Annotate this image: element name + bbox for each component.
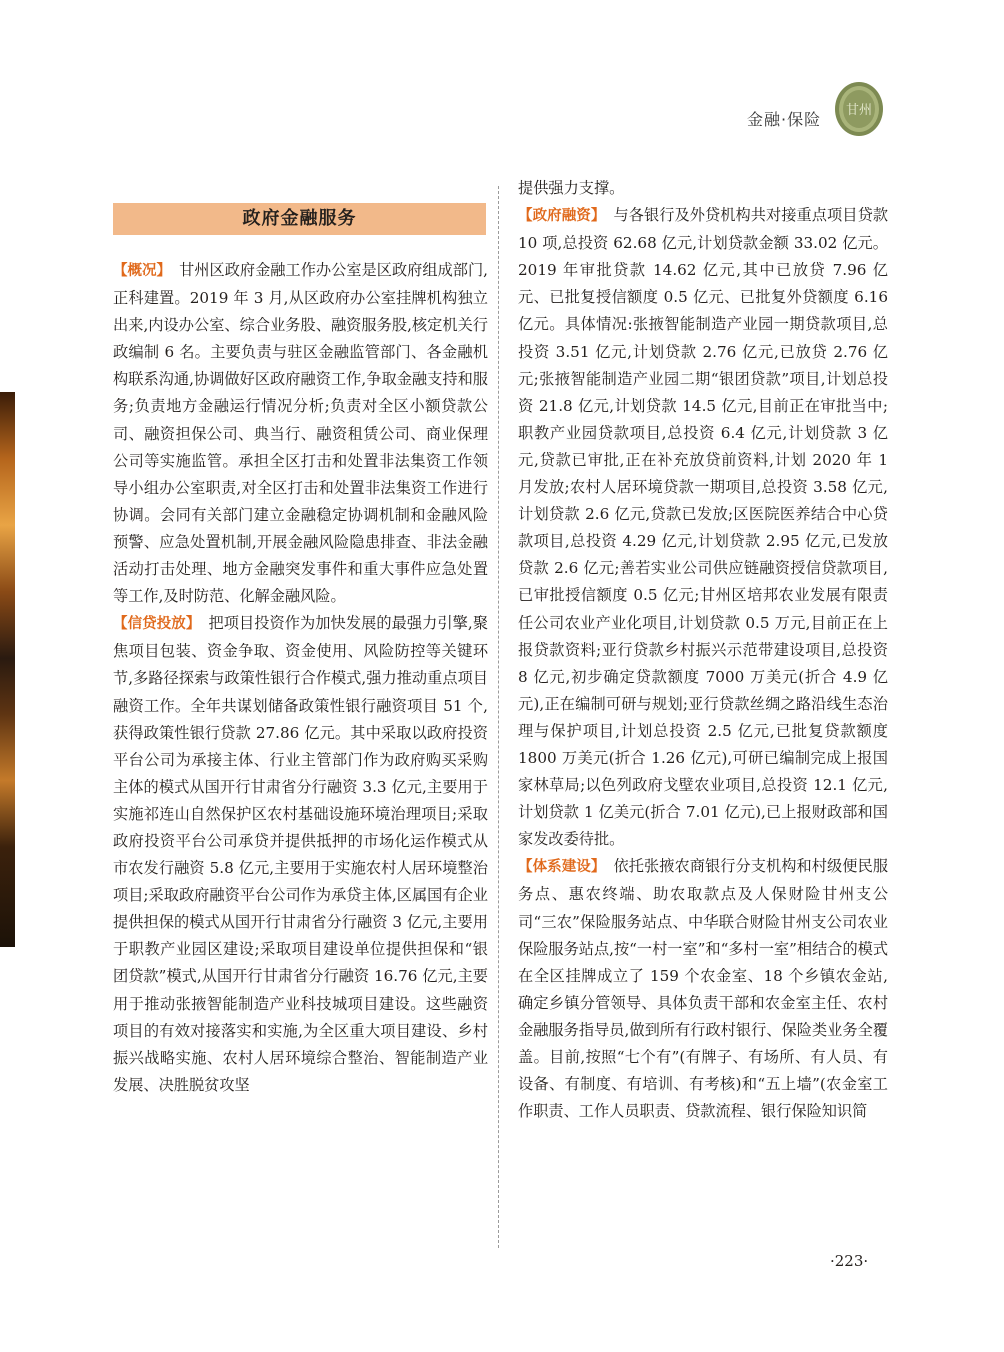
tag-financing: 【政府融资】 xyxy=(518,208,606,225)
section-title: 政府金融服务 xyxy=(113,203,486,235)
left-column xyxy=(113,257,488,1099)
text-overview: 甘州区政府金融工作办公室是区政府组成部门,正科建置。2019 年 3 月,从区政府办公室挂牌机构独立出来,内设办公室、综合业务股、融资服务股,核定机关行政编制 6 名。主要负责与驻区金融监管部门、各金融机构联系沟通,协调做好区政府融资工作,争取金融支持和服务;负责地方金融运行情况分析;负责对全区小额贷款公司、融资担保公司、典当行、融资租赁公司、商业保理公司等实施监管。承担全区打击和处置非法集资工作领导小组办公室职责,对全区打击和处置非法集资工作进行协调。会同有关部门建立金融稳定协调机制和金融风险预警、应急处置机制,开展金融风险隐患排查、非法金融活动打击处理、地方金融突发事件和重大事件应急处置等工作,及时防范、化解金融风险。 xyxy=(113,261,489,606)
page-number: ·223· xyxy=(830,1252,869,1270)
text-financing: 与各银行及外贷机构共对接重点项目贷款 10 项,总投资 62.68 亿元,计划贷款金额 33.02 亿元。2019 年审批贷款 14.62 亿元,其中已放贷 7.96 亿元、已批复授信额度 0.5 亿元、已批复外贷额度 6.16 亿元。具体情况:张掖智能制造产业园一期贷款项目,总投资 3.51 亿元,计划贷款 2.76 亿元,已放贷 2.76 亿元;张掖智能制造产业园二期“银团贷款”项目,计划总投资 21.8 亿元,计划贷款 14.5 亿元,目前正在审批当中;职教产业园贷款项目,总投资 6.4 亿元,计划贷款 3 亿元,贷款已审批,正在补充放贷前资料,计划 2020 年 1 月发放;农村人居环境贷款一期项目,总投资 3.58 亿元,计划贷款 2.6 亿元,贷款已发放;区医院医养结合中心贷款项目,总投资 4.29 亿元,计划贷款 2.95 亿元,已发放贷款 2.6 亿元;善若实业公司供应链融资授信贷款项目,已审批授信额度 0.5 亿元;甘州区培邦农业发展有限责任公司农业产业化项目,计划贷款 0.5 万元,目前正在上报贷款资料;亚行贷款乡村振兴示范带建设项目,总投资 8 亿元,初步确定贷款额度 7000 万美元(折合 4.9 亿元),正在编制可研与规划;亚行贷款丝绸之路沿线生态治理与保护项目,计划总投资 2.5 亿元,已批复贷款额度 1800 万美元(折合 1.26 亿元),可研已编制完成上报国家林草局;以色列政府戈壁农业项目,总投资 12.1 亿元,计划贷款 1 亿美元(折合 7.01 亿元),已上报财政部和国家发改委待批。 xyxy=(518,206,889,849)
tag-credit: 【信贷投放】 xyxy=(113,616,201,633)
svg-text:甘州: 甘州 xyxy=(845,103,873,118)
tag-system: 【体系建设】 xyxy=(518,859,606,876)
seal-stamp xyxy=(833,80,885,138)
edge-photo-strip xyxy=(0,392,15,947)
paragraph-system xyxy=(518,853,888,1125)
paragraph-overview xyxy=(113,257,488,610)
running-title: 金融·保险 xyxy=(747,110,822,129)
right-column xyxy=(518,175,888,1125)
tag-overview: 【概况】 xyxy=(113,263,172,279)
paragraph-continuation: 提供强力支撑。 xyxy=(518,179,625,197)
paragraph-financing xyxy=(518,202,888,853)
text-credit: 把项目投资作为加快发展的最强力引擎,聚焦项目包装、资金争取、资金使用、风险防控等关键环节,多路径探索与政策性银行合作模式,强力推动重点项目融资工作。全年共谋划储备政策性银行融资项目 51 个,获得政策性银行贷款 27.86 亿元。其中采取以政府投资平台公司为承接主体、行业主管部门作为政府购买采购主体的模式从国开行甘肃省分行融资 3.3 亿元,主要用于实施祁连山自然保护区农村基础设施环境治理项目;采取政府投资平台公司承贷并提供抵押的市场化运作模式从市农发行融资 5.8 亿元,主要用于实施农村人居环境整治项目;采取政府融资平台公司作为承贷主体,区属国有企业提供担保的模式从国开行甘肃省分行融资 3 亿元,主要用于职教产业园区建设;采取项目建设单位提供担保和“银团贷款”模式,从国开行甘肃省分行融资 16.76 亿元,主要用于推动张掖智能制造产业科技城项目建设。这些融资项目的有效对接落实和实施,为全区重大项目建设、乡村振兴战略实施、农村人居环境综合整治、智能制造产业发展、决胜脱贫攻坚 xyxy=(113,614,489,1094)
text-system: 依托张掖农商银行分支机构和村级便民服务点、惠农终端、助农取款点及人保财险甘州支公司“三农”保险服务站点、中华联合财险甘州支公司农业保险服务站点,按“一村一室”和“多村一室”相结合的模式在全区挂牌成立了 159 个农金室、18 个乡镇农金站,确定乡镇分管领导、具体负责干部和农金室主任、农村金融服务指导员,做到所有行政村银行、保险类业务全覆盖。目前,按照“七个有”(有牌子、有场所、有人员、有设备、有制度、有培训、有考核)和“五上墙”(农金室工作职责、工作人员职责、贷款流程、银行保险知识简 xyxy=(518,857,889,1121)
paragraph-credit xyxy=(113,610,488,1099)
column-divider xyxy=(498,186,499,1248)
